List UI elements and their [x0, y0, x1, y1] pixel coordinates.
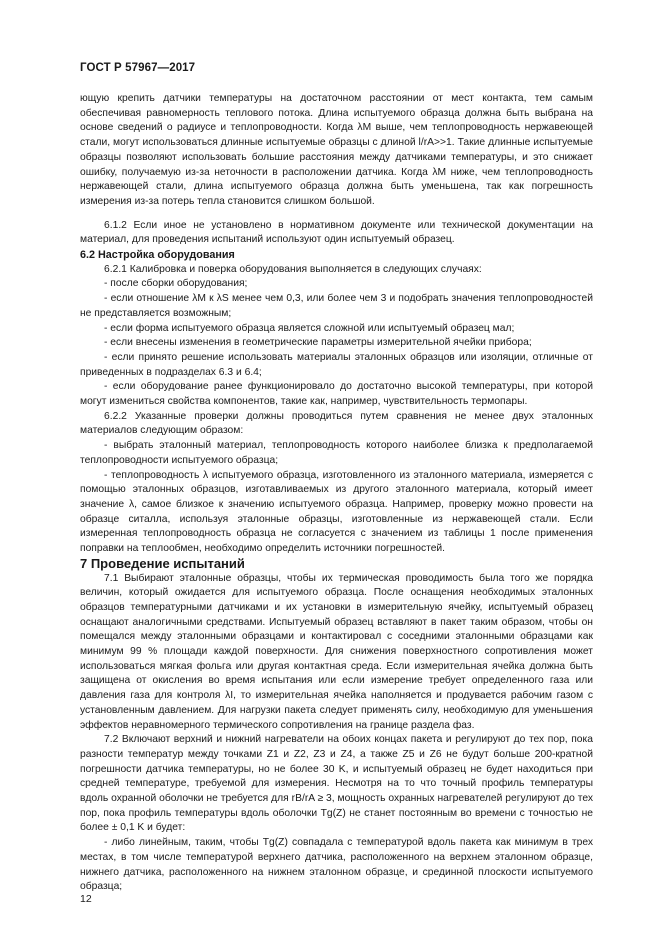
list-item: - теплопроводность λ испытуемого образца, изготовленного из эталонного материала, измеряется с помощью эталонных образцов, изготавливаемых из другого эталонного материала, который имеет значение λ, самое близкое к значению испытуемого образца. Например, проверку можно провести на образце ситалла, используя эталонные образцы, изготовленные из нержавеющей стали. Если измеренная теплопроводность образца не согласуется с значением из таблицы 1 после применения поправки на теплообмен, необходимо определить источники погрешностей. [80, 469, 593, 555]
list-item: - если принято решение использовать материалы эталонных образцов или изоляции, отличные от приведенных в подразделах 6.3 и 6.4; [80, 351, 593, 378]
section-6-2-heading: 6.2 Настройка оборудования [80, 249, 235, 262]
clause-6-1-2: 6.1.2 Если иное не установлено в нормативном документе или технической документации на материал, для проведения испытаний используют один испытуемый образец. [80, 219, 593, 246]
document-body [80, 92, 593, 895]
clause-6-2-1: 6.2.1 Калибровка и поверка оборудования выполняется в следующих случаях: [104, 263, 482, 275]
list-item: - если форма испытуемого образца является сложной или испытуемый образец мал; [104, 322, 515, 334]
section-7-heading: 7 Проведение испытаний [80, 555, 245, 571]
list-item: - если оборудование ранее функционировало до достаточно высокой температуры, при которой могут измениться свойства компонентов, такие как, например, чувствительность термопары. [80, 381, 593, 408]
list-item: - после сборки оборудования; [104, 278, 248, 290]
clause-7-2: 7.2 Включают верхний и нижний нагреватели на обоих концах пакета и регулируют до тех пор, пока разности температур между точками Z1 и Z2, Z3 и Z4, а также Z5 и Z6 не будут больше 200-кратной погрешности датчика температуры, но не более 30 K, и испытуемый образец не будет находиться при средней температуре, требуемой для измерения. Несмотря на то что точный профиль температуры вдоль охранной оболочки не требуется для rB/rA ≥ 3, мощность охранных нагревателей регулируют до тех пор, пока профиль температуры вдоль оболочки Tg(Z) не станет постоянным во времени с точностью не более ± 0,1 K и будет: [80, 734, 593, 834]
standard-header: ГОСТ Р 57967—2017 [80, 62, 196, 74]
list-item: - если внесены изменения в геометрические параметры измерительной ячейки прибора; [104, 337, 532, 349]
clause-6-2-2: 6.2.2 Указанные проверки должны проводиться путем сравнения не менее двух эталонных материалов следующим образом: [80, 410, 593, 437]
intro-paragraph: ющую крепить датчики температуры на достаточном расстоянии от мест контакта, тем самым обеспечивая равномерность теплового потока. Длина испытуемого образца должна быть выбрана на основе сведений о радиусе и теплопроводности. Когда λM выше, чем теплопроводность нержавеющей стали, могут использоваться длинные испытуемые образцы с длиной l/rA>>1. Такие длинные испытуемые образцы позволяют использовать большие расстояния между датчиками температуры, и это снижает ошибку, получаемую из-за неточности в расположении датчика. Когда λM ниже, чем теплопроводность нержавеющей стали, длина испытуемого образца должна быть уменьшена, так как погрешность измерения из-за потерь тепла становится слишком большой. [80, 93, 593, 207]
list-item: - если отношение λM к λS менее чем 0,3, или более чем 3 и подобрать значения теплопроводностей не представляется возможным; [80, 293, 593, 319]
list-item: - выбрать эталонный материал, теплопроводность которого наиболее близка к предполагаемой теплопроводности испытуемого образца; [80, 440, 593, 466]
clause-7-1: 7.1 Выбирают эталонные образцы, чтобы их термическая проводимость была того же порядка величин, который ожидается для испытуемого образца. После оснащения необходимых эталонных образцов температурными датчиками и их установки в измерительную ячейку, испытуемый образец оснащают аналогичными средствами. Испытуемый образец вставляют в пакет таким образом, чтобы он помещался между эталонными образцами и контактировал с соседними эталонными образцами как минимум 99 % площади каждой поверхности. Для снижения поверхностного сопротивления может использоваться мягкая фольга или другая контактная среда. Если измерительная ячейка должна быть защищена от окисления во время испытания или если измерение требует определенного газа или давления газа для контроля λI, то измерительная ячейка наполняется и продувается рабочим газом с установленным давлением. Для нагрузки пакета следует применять силу, необходимую для уменьшения эффектов неравномерного термического сопротивления на границе раздела фаз. [80, 572, 593, 731]
page-number: 12 [80, 893, 92, 905]
list-item: - либо линейным, таким, чтобы Tg(Z) совпадала с температурой вдоль пакета как минимум в трех местах, в том числе температурой верхнего датчика, расположенного на верхнем эталонном образце, нижнего датчика, расположенного на нижнем эталонном образце, и срединной плоскости испытуемого образца; [80, 837, 593, 893]
